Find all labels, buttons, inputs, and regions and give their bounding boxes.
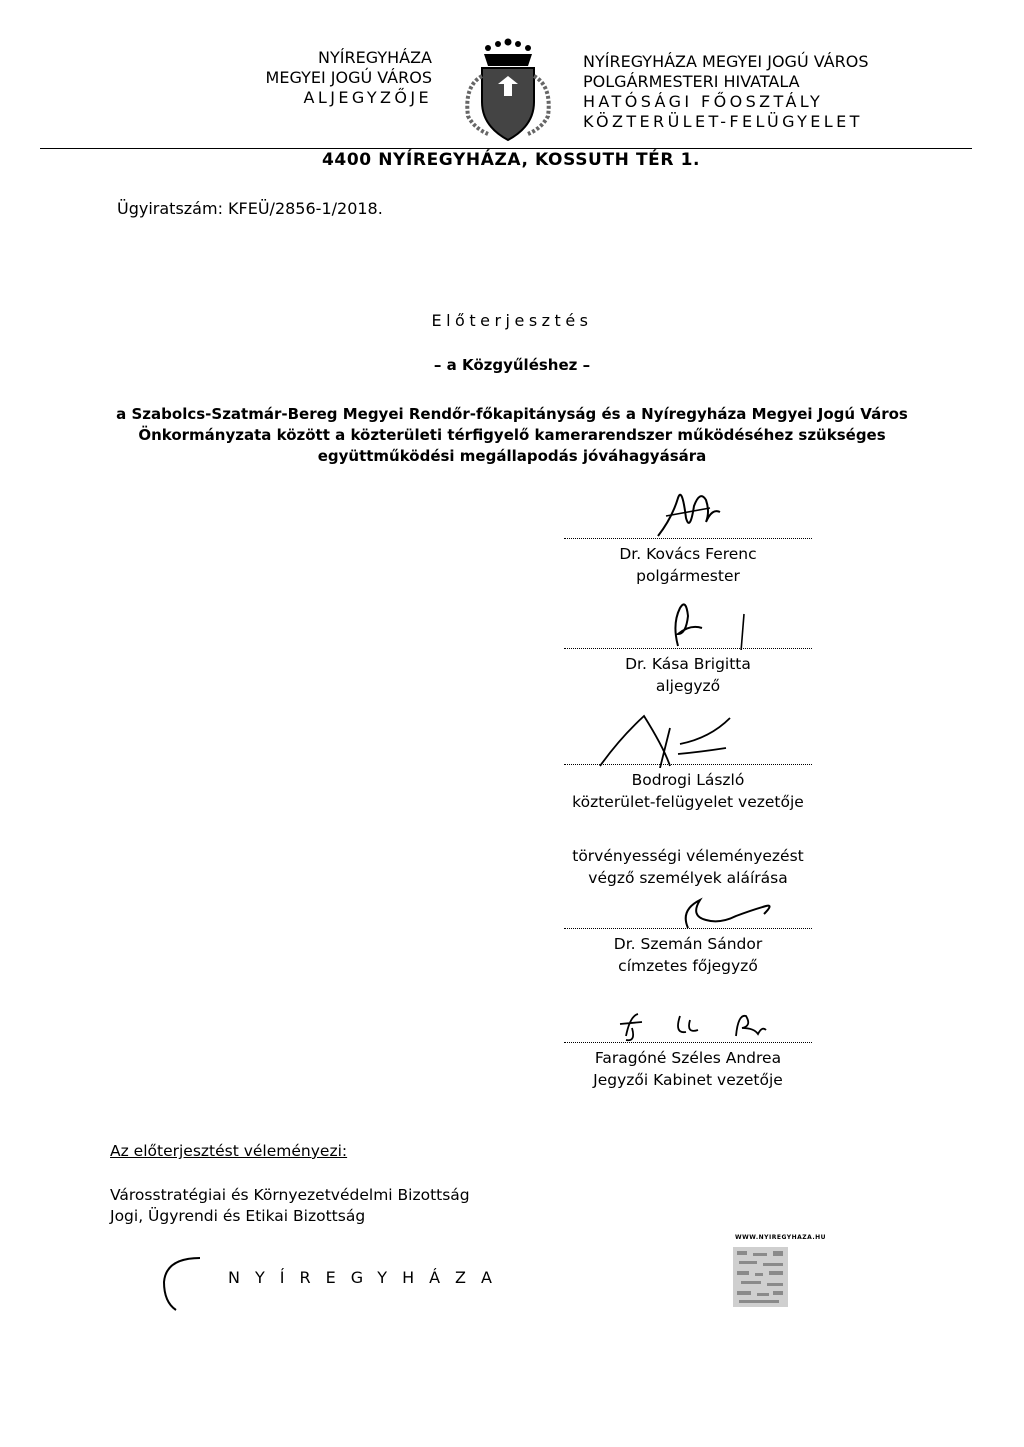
header-right-block — [583, 52, 1003, 132]
signatory-name: Dr. Szemán Sándor — [613, 935, 763, 953]
signatory-role: Jegyzői Kabinet vezetője — [593, 1071, 783, 1089]
legality-review-note — [560, 845, 816, 889]
signature-block-chief-notary — [560, 890, 816, 977]
header-right-line-2: POLGÁRMESTERI HIVATALA — [583, 72, 800, 91]
signatory-name: Dr. Kása Brigitta — [625, 655, 751, 673]
website-url: WWW.NYIREGYHAZA.HU — [735, 1234, 827, 1241]
signature-line — [564, 764, 812, 765]
signature-line — [564, 928, 812, 929]
legality-note-line-2: végző személyek aláírása — [588, 869, 788, 887]
signature-block-deputy-notary — [560, 594, 816, 697]
signatory-role: aljegyző — [655, 677, 721, 695]
header-right-line-3: HATÓSÁGI FŐOSZTÁLY — [583, 92, 824, 111]
signature-line — [564, 648, 812, 649]
city-crest-icon — [448, 36, 568, 146]
document-subtitle: – a Közgyűléshez – — [433, 356, 591, 374]
office-address: 4400 NYÍREGYHÁZA, KOSSUTH TÉR 1. — [322, 150, 701, 170]
header-left-line-3: ALJEGYZŐJE — [303, 88, 432, 107]
signatory-name: Faragóné Széles Andrea — [594, 1049, 782, 1067]
signatory-role: közterület-felügyelet vezetője — [572, 793, 804, 811]
committee-list — [110, 1185, 470, 1227]
header-right-line-4: KÖZTERÜLET-FELÜGYELET — [583, 112, 863, 131]
subject-line-2: Önkormányzata között a közterületi térfigyelő kamerarendszer működéséhez szükséges — [138, 426, 886, 444]
signature-block-public-space-supervisor — [560, 708, 816, 813]
legality-note-line-1: törvényességi véleményezést — [572, 847, 804, 865]
signatory-role: címzetes főjegyző — [618, 957, 758, 975]
signatory-name: Dr. Kovács Ferenc — [619, 545, 757, 563]
header-right-line-1: NYÍREGYHÁZA MEGYEI JOGÚ VÁROS — [583, 52, 869, 71]
header-left-block — [200, 48, 432, 108]
header-left-line-2: MEGYEI JOGÚ VÁROS — [265, 68, 432, 87]
signatory-role: polgármester — [636, 567, 740, 585]
committee-item: Jogi, Ügyrendi és Etikai Bizottság — [110, 1207, 366, 1225]
signature-block-mayor — [560, 478, 816, 587]
signature-block-cabinet-head — [560, 1006, 816, 1091]
footer-logo-text: NYÍREGYHÁZA — [228, 1268, 507, 1287]
subject-line-1: a Szabolcs-Szatmár-Bereg Megyei Rendőr-főkapitányság és a Nyíregyháza Megyei Jogú Város — [116, 405, 908, 423]
signature-line — [564, 538, 812, 539]
header-divider — [40, 148, 972, 149]
city-logo-arc-icon — [156, 1252, 206, 1312]
document-subject — [110, 404, 914, 467]
subject-line-3: együttműködési megállapodás jóváhagyására — [317, 447, 707, 465]
file-number: Ügyiratszám: KFEÜ/2856-1/2018. — [117, 199, 383, 218]
committee-item: Városstratégiai és Környezetvédelmi Bizottság — [110, 1186, 470, 1204]
opinion-heading: Az előterjesztést véleményezi: — [110, 1142, 348, 1160]
signatory-name: Bodrogi László — [631, 771, 745, 789]
header-left-line-1: NYÍREGYHÁZA — [318, 48, 432, 67]
signature-line — [564, 1042, 812, 1043]
document-title: Előterjesztés — [431, 311, 593, 330]
qr-code-icon — [733, 1247, 788, 1307]
